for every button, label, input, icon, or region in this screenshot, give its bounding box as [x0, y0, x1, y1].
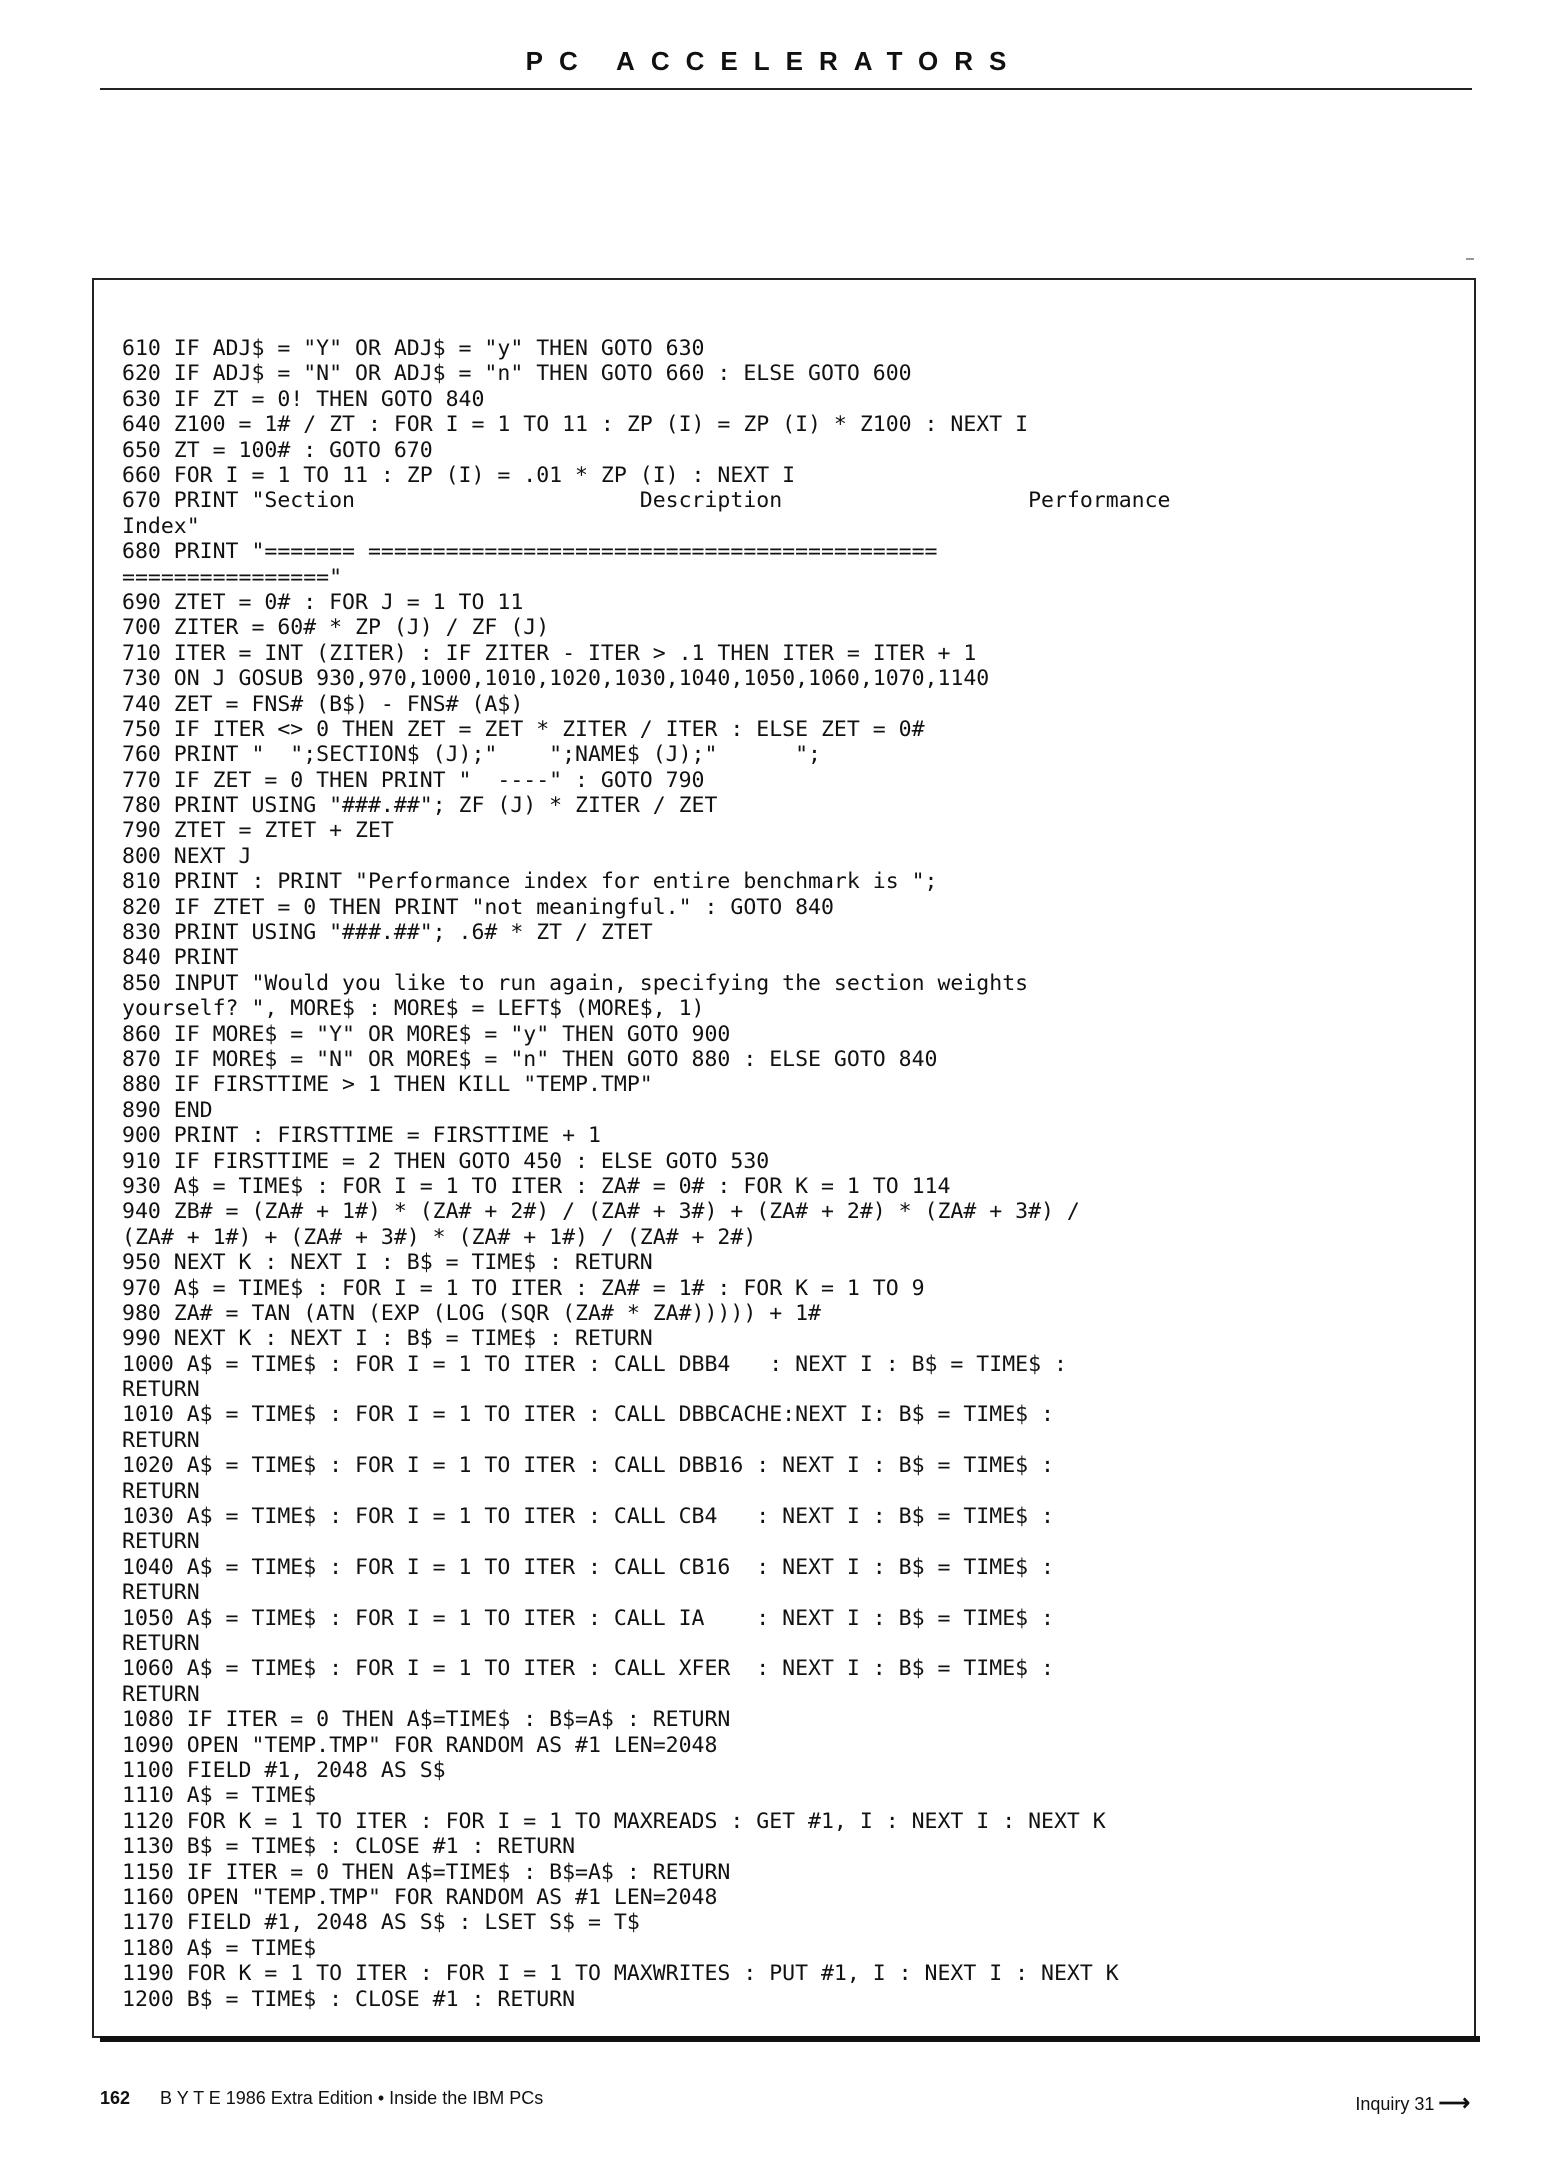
code-line: 800 NEXT J	[122, 843, 252, 869]
publication-line: B Y T E 1986 Extra Edition • Inside the IBM PCs	[160, 2088, 544, 2108]
code-line: 1080 IF ITER = 0 THEN A$=TIME$ : B$=A$ : RETURN	[122, 1707, 731, 1733]
code-line: 640 Z100 = 1# / ZT : FOR I = 1 TO 11 : ZP (I) = ZP (I) * Z100 : NEXT I	[122, 412, 1029, 438]
code-line: 750 IF ITER <> 0 THEN ZET = ZET * ZITER / ITER : ELSE ZET = 0#	[122, 716, 925, 742]
code-line: 840 PRINT	[122, 945, 239, 971]
code-line: 940 ZB# = (ZA# + 1#) * (ZA# + 2#) / (ZA# + 3#) + (ZA# + 2#) * (ZA# + 3#) / (ZA# + 1#) + (ZA# + 3#) * (ZA# + 1#) / (ZA# + 2#)	[122, 1199, 1080, 1250]
code-line: 730 ON J GOSUB 930,970,1000,1010,1020,1030,1040,1050,1060,1070,1140	[122, 666, 990, 692]
code-line: 1130 B$ = TIME$ : CLOSE #1 : RETURN	[122, 1834, 576, 1860]
code-line: 1200 B$ = TIME$ : CLOSE #1 : RETURN	[122, 1986, 576, 2012]
code-line: 1050 A$ = TIME$ : FOR I = 1 TO ITER : CALL IA : NEXT I : B$ = TIME$ : RETURN	[122, 1605, 1054, 1657]
code-line: 980 ZA# = TAN (ATN (EXP (LOG (SQR (ZA# * ZA#))))) + 1#	[122, 1300, 821, 1326]
code-line: 820 IF ZTET = 0 THEN PRINT "not meaningful." : GOTO 840	[122, 894, 834, 920]
page-number: 162	[100, 2088, 131, 2108]
running-header: PC ACCELERATORS	[525, 46, 1023, 76]
code-line: 870 IF MORE$ = "N" OR MORE$ = "n" THEN GOTO 880 : ELSE GOTO 840	[122, 1046, 938, 1072]
code-line: 780 PRINT USING "###.##"; ZF (J) * ZITER / ZET	[122, 793, 718, 819]
code-line: 1020 A$ = TIME$ : FOR I = 1 TO ITER : CALL DBB16 : NEXT I : B$ = TIME$ : RETURN	[122, 1453, 1054, 1504]
code-line: 1120 FOR K = 1 TO ITER : FOR I = 1 TO MAXREADS : GET #1, I : NEXT I : NEXT K	[122, 1808, 1106, 1834]
code-line: 1100 FIELD #1, 2048 AS S$	[122, 1758, 446, 1784]
code-line: 700 ZITER = 60# * ZP (J) / ZF (J)	[122, 615, 550, 641]
code-line: 790 ZTET = ZTET + ZET	[122, 818, 394, 844]
code-line: 1190 FOR K = 1 TO ITER : FOR I = 1 TO MAXWRITES : PUT #1, I : NEXT I : NEXT K	[122, 1961, 1119, 1987]
code-line: 1030 A$ = TIME$ : FOR I = 1 TO ITER : CALL CB4 : NEXT I : B$ = TIME$ : RETURN	[122, 1504, 1054, 1555]
code-line: 740 ZET = FNS# (B$) - FNS# (A$)	[122, 691, 524, 717]
code-line: 680 PRINT "======= ============================================ ================"	[122, 539, 938, 590]
code-line: 880 IF FIRSTTIME > 1 THEN KILL "TEMP.TMP"	[122, 1072, 653, 1098]
code-line: 660 FOR I = 1 TO 11 : ZP (I) = .01 * ZP (I) : NEXT I	[122, 462, 796, 488]
code-line: 1090 OPEN "TEMP.TMP" FOR RANDOM AS #1 LEN=2048	[122, 1732, 718, 1758]
code-line: 970 A$ = TIME$ : FOR I = 1 TO ITER : ZA# = 1# : FOR K = 1 TO 9	[122, 1275, 925, 1301]
arrow-right-icon: ⟶	[1438, 2090, 1470, 2115]
code-line: 830 PRINT USING "###.##"; .6# * ZT / ZTET	[122, 920, 653, 946]
footer-left	[100, 2088, 543, 2109]
listing-bottom-rule	[100, 2036, 1480, 2042]
code-line: 1060 A$ = TIME$ : FOR I = 1 TO ITER : CALL XFER : NEXT I : B$ = TIME$ : RETURN	[122, 1656, 1054, 1707]
code-line: 950 NEXT K : NEXT I : B$ = TIME$ : RETURN	[122, 1250, 653, 1276]
code-line: 670 PRINT "Section Description Performance Index"	[122, 488, 1171, 539]
code-line: 710 ITER = INT (ZITER) : IF ZITER - ITER > .1 THEN ITER = ITER + 1	[122, 640, 977, 666]
footer-right	[1355, 2090, 1470, 2116]
code-line: 860 IF MORE$ = "Y" OR MORE$ = "y" THEN GOTO 900	[122, 1021, 731, 1047]
code-line: 810 PRINT : PRINT "Performance index for entire benchmark is ";	[122, 869, 938, 895]
code-line: 1150 IF ITER = 0 THEN A$=TIME$ : B$=A$ : RETURN	[122, 1859, 731, 1885]
code-line: 610 IF ADJ$ = "Y" OR ADJ$ = "y" THEN GOTO 630	[122, 336, 705, 361]
code-line: 1000 A$ = TIME$ : FOR I = 1 TO ITER : CALL DBB4 : NEXT I : B$ = TIME$ : RETURN	[122, 1351, 1067, 1403]
code-line: 890 END	[122, 1097, 213, 1123]
corner-mark	[1466, 258, 1474, 260]
code-line: 1170 FIELD #1, 2048 AS S$ : LSET S$ = T$	[122, 1910, 640, 1936]
code-line: 620 IF ADJ$ = "N" OR ADJ$ = "n" THEN GOTO 660 : ELSE GOTO 600	[122, 361, 912, 387]
code-line: 1040 A$ = TIME$ : FOR I = 1 TO ITER : CALL CB16 : NEXT I : B$ = TIME$ : RETURN	[122, 1554, 1054, 1606]
code-line: 900 PRINT : FIRSTTIME = FIRSTTIME + 1	[122, 1123, 601, 1149]
code-line: 690 ZTET = 0# : FOR J = 1 TO 11	[122, 589, 524, 615]
code-line: 1110 A$ = TIME$	[122, 1783, 317, 1809]
code-line: 910 IF FIRSTTIME = 2 THEN GOTO 450 : ELSE GOTO 530	[122, 1148, 770, 1174]
code-line: 1180 A$ = TIME$	[122, 1935, 317, 1961]
code-line: 760 PRINT " ";SECTION$ (J);" ";NAME$ (J);" ";	[122, 742, 821, 768]
code-line: 1160 OPEN "TEMP.TMP" FOR RANDOM AS #1 LEN=2048	[122, 1885, 718, 1910]
basic-program-listing	[122, 336, 1452, 2012]
code-line: 850 INPUT "Would you like to run again, specifying the section weights yourself? ", MORE$ : MORE$ = LEFT$ (MORE$, 1)	[122, 970, 1029, 1022]
inquiry-label: Inquiry 31	[1355, 2094, 1435, 2114]
code-line: 650 ZT = 100# : GOTO 670	[122, 437, 433, 463]
code-line: 930 A$ = TIME$ : FOR I = 1 TO ITER : ZA# = 0# : FOR K = 1 TO 114	[122, 1173, 951, 1199]
code-line: 1010 A$ = TIME$ : FOR I = 1 TO ITER : CALL DBBCACHE:NEXT I: B$ = TIME$ : RETURN	[122, 1402, 1054, 1453]
code-line: 770 IF ZET = 0 THEN PRINT " ----" : GOTO 790	[122, 767, 705, 793]
header-rule	[100, 88, 1472, 90]
code-line: 630 IF ZT = 0! THEN GOTO 840	[122, 386, 485, 412]
code-line: 990 NEXT K : NEXT I : B$ = TIME$ : RETURN	[122, 1326, 653, 1352]
